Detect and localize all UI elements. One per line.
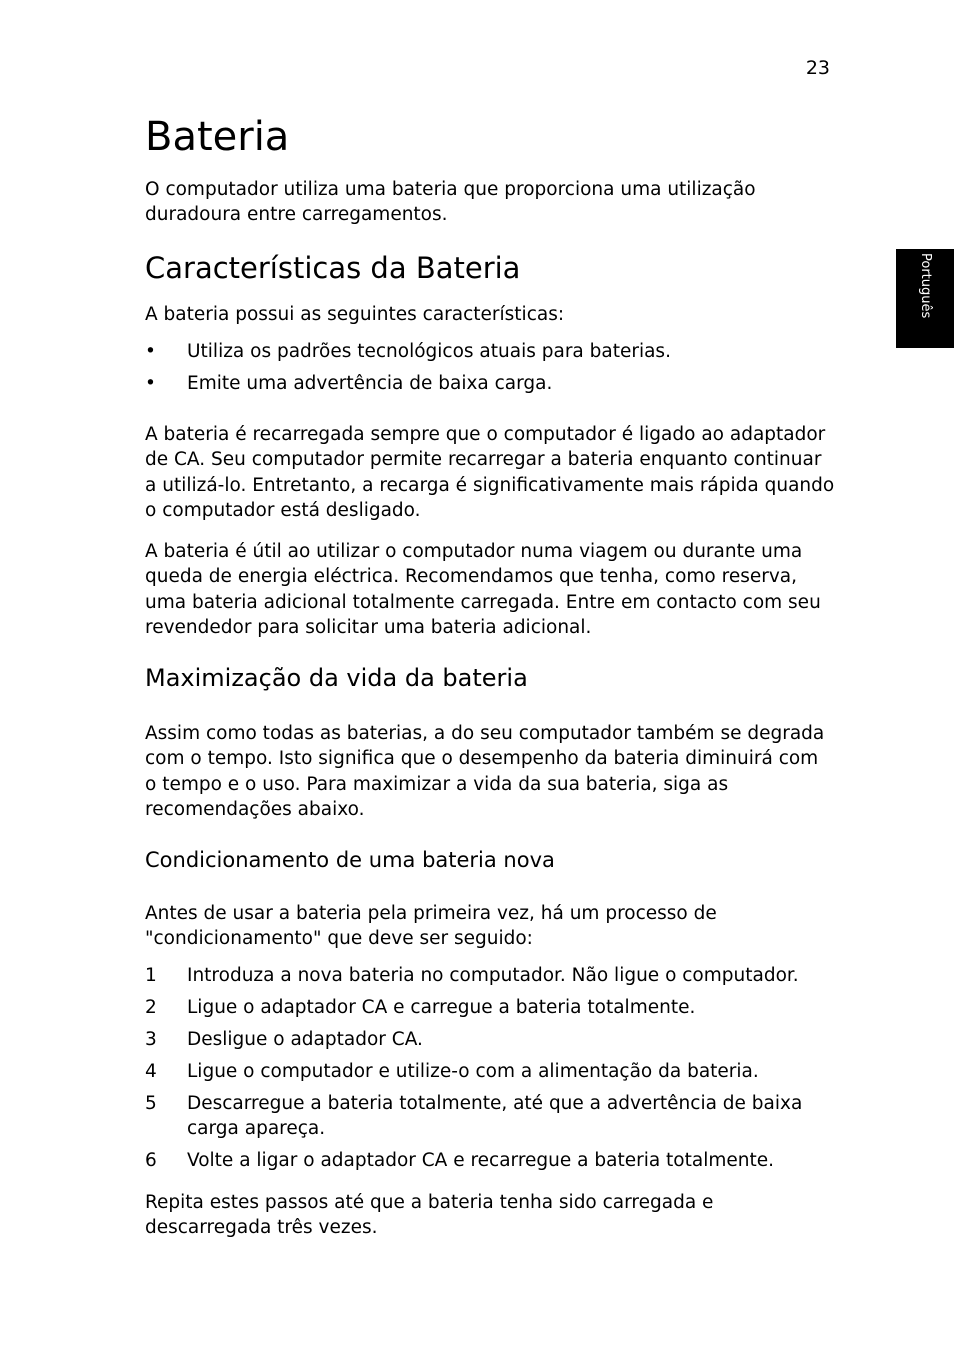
list-item bbox=[145, 1148, 845, 1173]
step-text: Desligue o adaptador CA. bbox=[187, 1028, 423, 1050]
step-text: Descarregue a bateria totalmente, até que a advertência de baixa carga apareça. bbox=[187, 1092, 803, 1140]
step-text: Ligue o adaptador CA e carregue a bateria totalmente. bbox=[187, 996, 696, 1018]
features-bullet-list bbox=[145, 339, 845, 403]
list-item bbox=[145, 995, 845, 1020]
step-number: 3 bbox=[145, 1028, 157, 1050]
step-number: 6 bbox=[145, 1150, 157, 1172]
step-text: Volte a ligar o adaptador CA e recarregue a bateria totalmente. bbox=[187, 1150, 774, 1172]
list-item bbox=[145, 1059, 845, 1084]
step-number: 5 bbox=[145, 1092, 157, 1114]
page-title: Bateria bbox=[145, 114, 290, 160]
intro-paragraph: O computador utiliza uma bateria que proporciona uma utilização duradoura entre carregamentos. bbox=[145, 179, 756, 226]
step-number: 4 bbox=[145, 1060, 157, 1082]
list-item-text: Emite uma advertência de baixa carga. bbox=[187, 372, 553, 394]
list-item bbox=[145, 1027, 845, 1052]
list-item bbox=[145, 371, 845, 396]
list-item-text: Utiliza os padrões tecnológicos atuais para baterias. bbox=[187, 341, 671, 362]
bullet-marker: • bbox=[145, 341, 156, 362]
step-number: 1 bbox=[145, 965, 157, 986]
features-heading: Características da Bateria bbox=[145, 251, 521, 285]
bullet-marker: • bbox=[145, 372, 156, 394]
language-tab-label: Português bbox=[918, 253, 933, 319]
features-paragraph-recharge: A bateria é recarregada sempre que o computador é ligado ao adaptador de CA. Seu computador permite recarregar a bateria enquanto continuar a utilizá-lo. Entretanto, a recarga é significativamente mais rápida quando o computador está desligado. bbox=[145, 424, 835, 521]
conditioning-intro: Antes de usar a bateria pela primeira vez, há um processo de "condicionamento" que deve ser seguido: bbox=[145, 903, 717, 950]
language-tab bbox=[896, 249, 954, 348]
list-item bbox=[145, 1091, 845, 1142]
list-item bbox=[145, 339, 845, 364]
features-paragraph-spare: A bateria é útil ao utilizar o computador numa viagem ou durante uma queda de energia eléctrica. Recomendamos que tenha, como reserva, uma bateria adicional totalmente carregada. Entre em contacto com seu revendedor para solicitar uma bateria adicional. bbox=[145, 541, 821, 638]
list-item bbox=[145, 963, 845, 988]
conditioning-closing: Repita estes passos até que a bateria tenha sido carregada e descarregada três vezes. bbox=[145, 1192, 714, 1239]
step-number: 2 bbox=[145, 996, 157, 1018]
maximize-heading: Maximização da vida da bateria bbox=[145, 664, 528, 692]
features-lead: A bateria possui as seguintes características: bbox=[145, 304, 565, 325]
conditioning-heading: Condicionamento de uma bateria nova bbox=[145, 848, 555, 872]
maximize-paragraph: Assim como todas as baterias, a do seu computador também se degrada com o tempo. Isto significa que o desempenho da bateria diminuirá com o tempo e o uso. Para maximizar a vida da sua bateria, siga as recomendações abaixo. bbox=[145, 723, 825, 820]
step-text: Introduza a nova bateria no computador. Não ligue o computador. bbox=[187, 965, 799, 986]
page-number: 23 bbox=[805, 57, 830, 79]
step-text: Ligue o computador e utilize-o com a alimentação da bateria. bbox=[187, 1060, 759, 1082]
conditioning-steps-list bbox=[145, 963, 845, 1180]
